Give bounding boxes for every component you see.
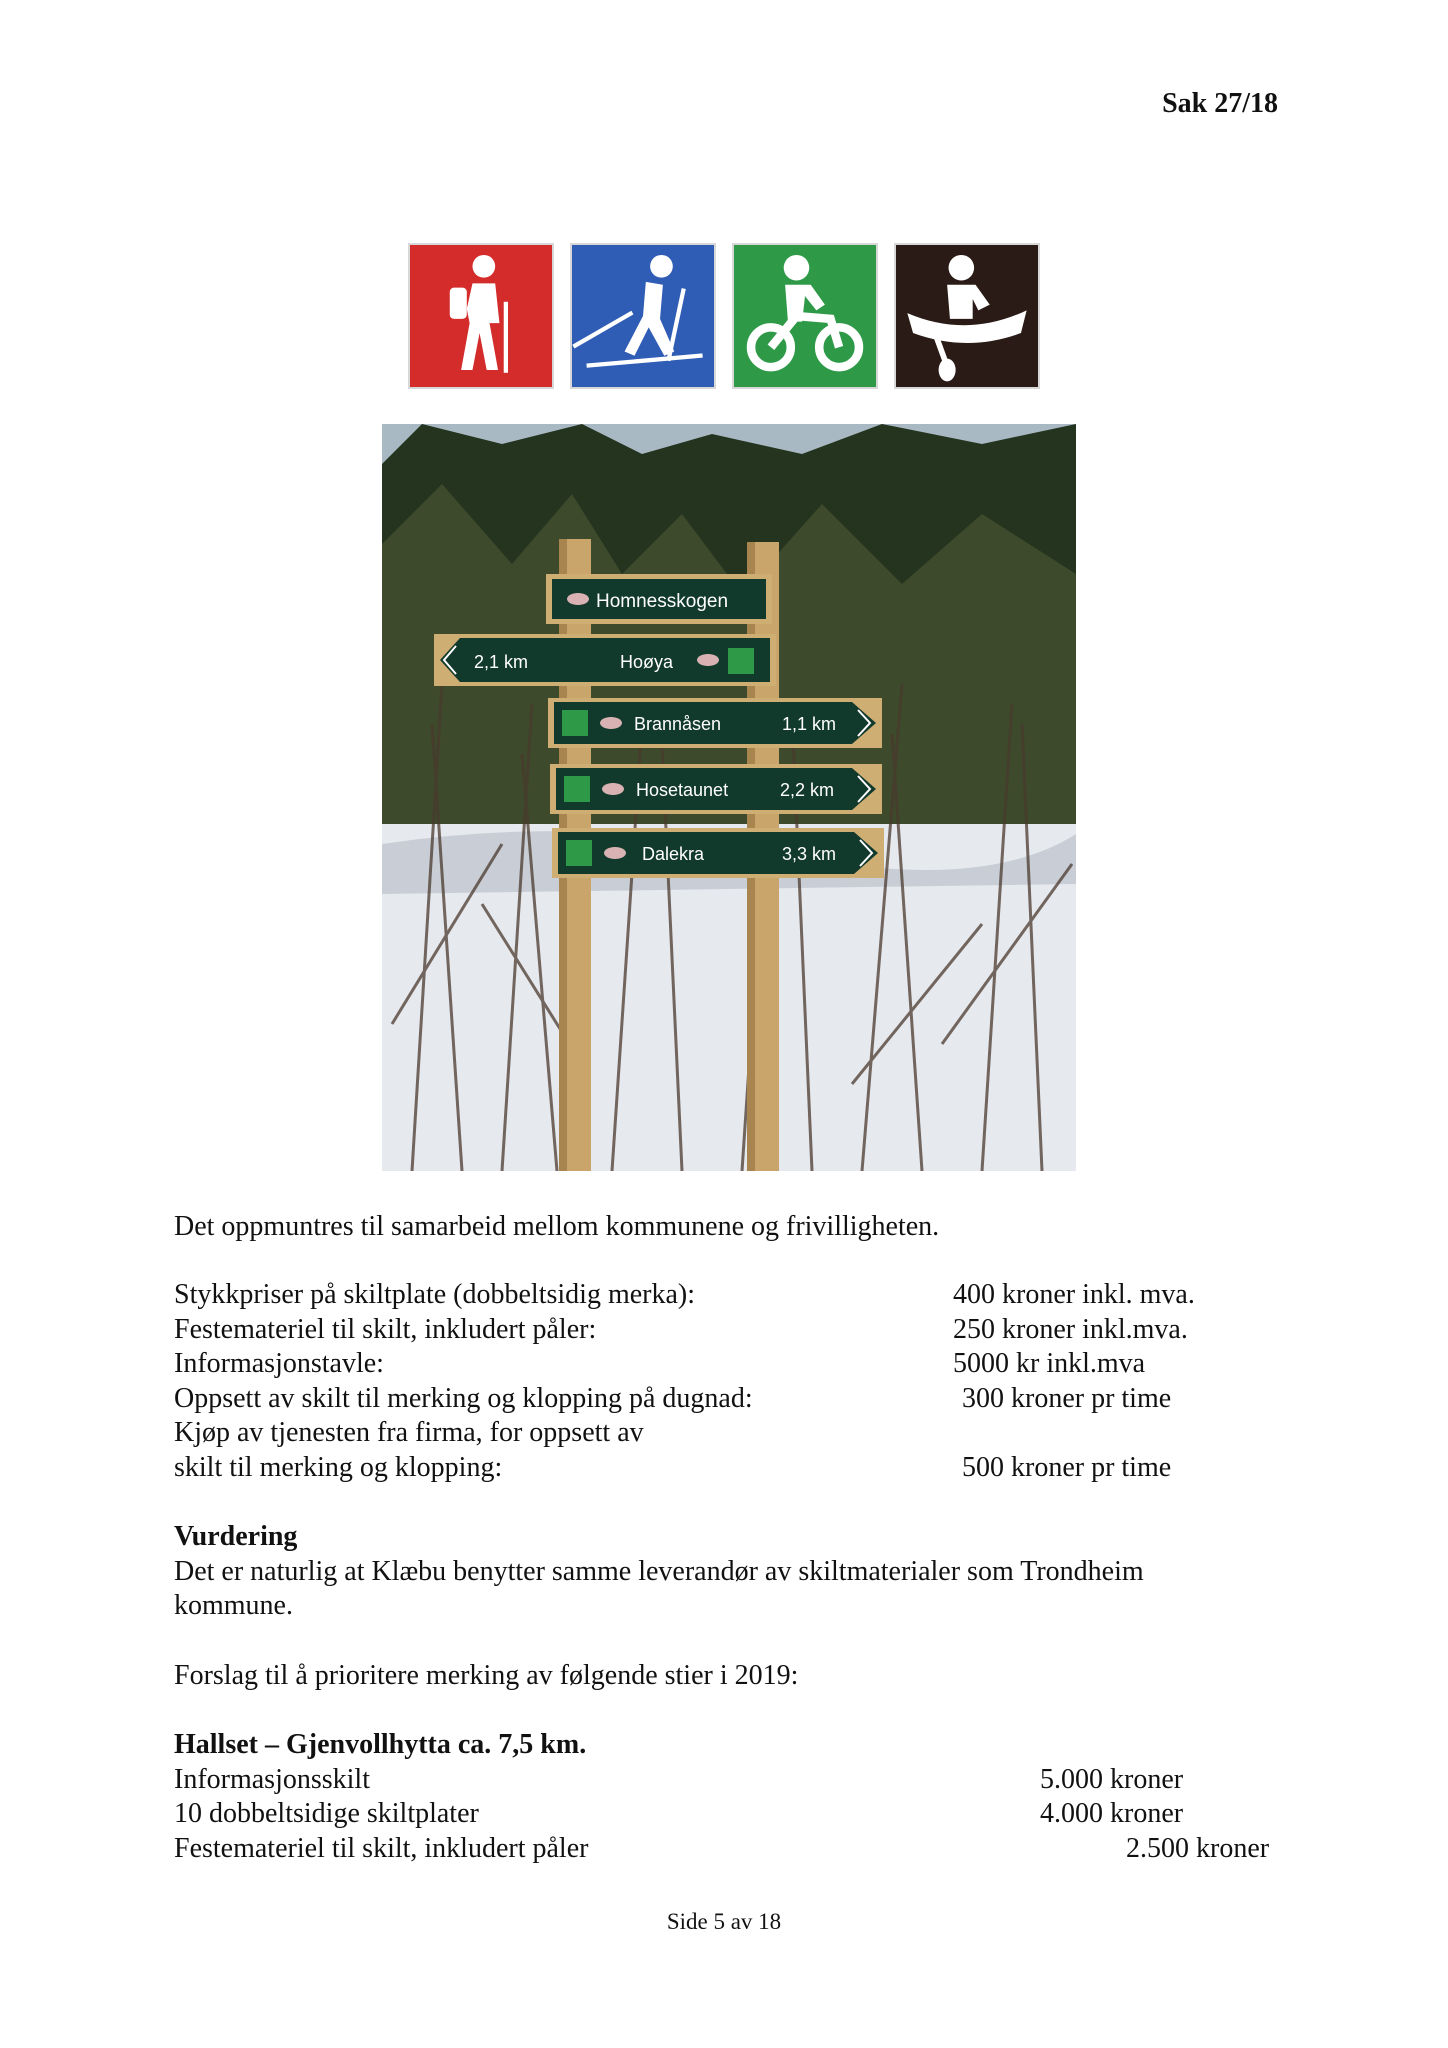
route-cost-label-2: Festemateriel til skilt, inkludert påler xyxy=(174,1833,589,1864)
assessment-heading: Vurdering xyxy=(174,1521,298,1552)
price-label-0: Stykkpriser på skiltplate (dobbeltsidig merka): xyxy=(174,1279,696,1310)
sign-label-dalekra: Dalekra xyxy=(642,844,705,864)
price-value-0: 400 kroner inkl. mva. xyxy=(953,1279,1195,1310)
route-cost-value-1: 4.000 kroner xyxy=(1040,1798,1184,1829)
sign-label-homnesskogen: Homnesskogen xyxy=(596,591,729,612)
sign-distance-brannasen: 1,1 km xyxy=(782,714,837,734)
proposal-text: Forslag til å prioritere merking av følgende stier i 2019: xyxy=(174,1660,799,1691)
price-value-5: 500 kroner pr time xyxy=(962,1452,1172,1483)
route-heading: Hallset – Gjenvollhytta ca. 7,5 km. xyxy=(174,1729,587,1760)
price-value-3: 300 kroner pr time xyxy=(962,1383,1172,1414)
sign-brannasen xyxy=(548,698,882,748)
hiking-icon xyxy=(408,243,554,389)
sign-hoya xyxy=(434,634,776,686)
assessment-line-1: Det er naturlig at Klæbu benytter samme leverandør av skiltmaterialer som Trondheim xyxy=(174,1556,1144,1587)
sign-label-hoya: Hoøya xyxy=(620,652,674,672)
cycling-icon xyxy=(732,243,878,389)
page-number: Side 5 av 18 xyxy=(666,1909,782,1934)
price-label-2: Informasjonstavle: xyxy=(174,1348,384,1379)
activity-icons xyxy=(408,243,1040,389)
skiing-icon xyxy=(570,243,716,389)
trail-sign-photo xyxy=(382,424,1076,1171)
case-number: Sak 27/18 xyxy=(1162,88,1278,119)
route-cost-value-2: 2.500 kroner xyxy=(1126,1833,1270,1864)
price-value-2: 5000 kr inkl.mva xyxy=(953,1348,1146,1379)
price-label-1: Festemateriel til skilt, inkludert påler: xyxy=(174,1314,597,1345)
sign-dalekra xyxy=(552,828,884,878)
sign-distance-dalekra: 3,3 km xyxy=(782,844,837,864)
sign-distance-hosetaunet: 2,2 km xyxy=(780,780,835,800)
sign-distance-hoya: 2,1 km xyxy=(474,652,529,672)
route-cost-label-0: Informasjonsskilt xyxy=(174,1764,370,1795)
canoe-icon xyxy=(894,243,1040,389)
sign-label-hosetaunet: Hosetaunet xyxy=(636,780,729,800)
intro-text: Det oppmuntres til samarbeid mellom kommunene og frivilligheten. xyxy=(174,1211,940,1242)
price-label-3: Oppsett av skilt til merking og klopping på dugnad: xyxy=(174,1383,753,1414)
sign-label-brannasen: Brannåsen xyxy=(634,714,722,734)
route-cost-value-0: 5.000 kroner xyxy=(1040,1764,1184,1795)
route-cost-label-1: 10 dobbeltsidige skiltplater xyxy=(174,1798,479,1829)
price-label-5: skilt til merking og klopping: xyxy=(174,1452,503,1483)
sign-hosetaunet xyxy=(550,764,882,814)
price-value-1: 250 kroner inkl.mva. xyxy=(953,1314,1188,1345)
assessment-line-2: kommune. xyxy=(174,1590,293,1621)
price-label-4: Kjøp av tjenesten fra firma, for oppsett av xyxy=(174,1417,644,1448)
sign-homnesskogen xyxy=(546,574,772,624)
